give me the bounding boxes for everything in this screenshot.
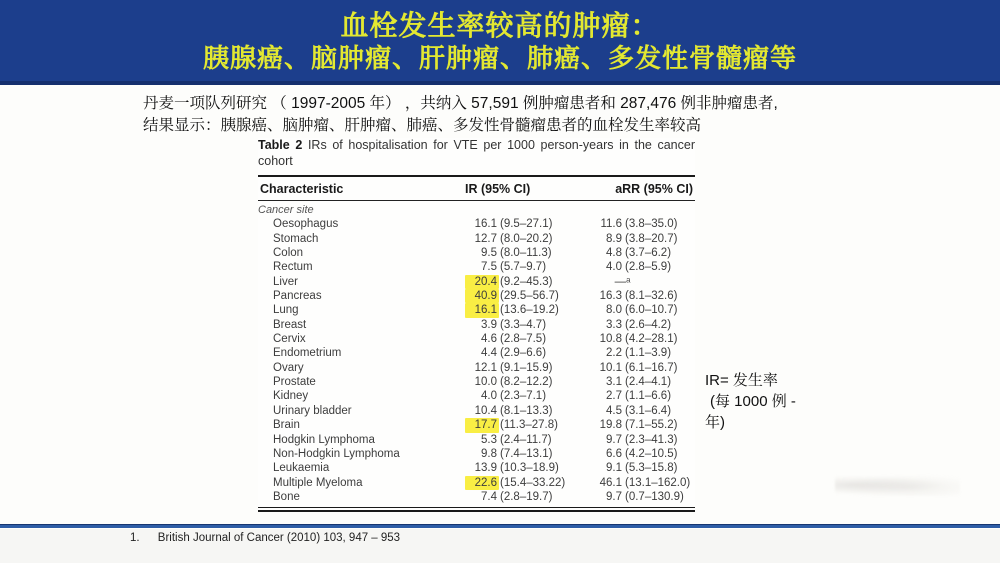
- row-arr-value: 3.1 (2.4–4.1): [606, 376, 672, 389]
- row-arr-value: 8.0 (6.0–10.7): [606, 304, 678, 317]
- row-ir-value: 40.9 (29.5–56.7): [453, 289, 578, 303]
- row-ir-value: [453, 203, 578, 217]
- table-row: [258, 260, 695, 274]
- row-ir-value: 10.0 (8.2–12.2): [474, 376, 553, 389]
- row-arr-value: 16.3 (8.1–32.6): [599, 290, 678, 303]
- row-ir-value: 4.6 (2.8–7.5): [481, 333, 547, 346]
- row-characteristic: Oesophagus: [273, 218, 339, 231]
- row-ir-value: 7.4 (2.8–19.7): [481, 490, 553, 503]
- row-characteristic: Lung: [273, 304, 299, 317]
- table-row: [258, 375, 695, 389]
- vte-table: [258, 138, 695, 512]
- table-row: [258, 275, 695, 289]
- ir-definition-note: [705, 370, 855, 433]
- row-characteristic: Rectum: [273, 261, 313, 274]
- table-row: [258, 476, 695, 490]
- row-ir-value: 17.7 (11.3–27.8): [453, 418, 578, 432]
- row-characteristic: Urinary bladder: [273, 404, 352, 417]
- intro-paragraph: [143, 93, 893, 136]
- slide-title-line1: 血栓发生率较高的肿瘤：: [340, 10, 660, 41]
- table-header-row: [258, 177, 695, 201]
- row-ir-value: 4.4 (2.9–6.6): [481, 347, 547, 360]
- ir-note-line3: 年): [705, 414, 725, 431]
- table-row: [258, 246, 695, 260]
- table-row: [258, 217, 695, 231]
- row-arr-value: 2.2 (1.1–3.9): [606, 347, 672, 360]
- row-characteristic: Cancer site: [258, 204, 314, 216]
- row-ir-value: 3.9 (3.3–4.7): [481, 318, 547, 331]
- row-arr-value: —ᵃ: [614, 275, 631, 288]
- row-characteristic: Multiple Myeloma: [273, 476, 363, 489]
- row-ir-value: 10.4 (8.1–13.3): [474, 404, 553, 417]
- table-row: [258, 346, 695, 360]
- table-row: [258, 447, 695, 461]
- row-ir-value: 5.3 (2.4–11.7): [481, 433, 552, 446]
- row-characteristic: Stomach: [273, 232, 319, 245]
- slide-title-line2: 胰腺癌、脑肿瘤、肝肿瘤、肺癌、多发性骨髓瘤等: [202, 43, 797, 73]
- row-characteristic: Kidney: [273, 390, 309, 403]
- row-arr-value: 11.6 (3.8–35.0): [600, 218, 678, 231]
- table-row: [258, 332, 695, 346]
- column-header-characteristic: Characteristic: [260, 182, 344, 196]
- column-header-arr: aRR (95% CI): [615, 182, 693, 196]
- row-arr-value: 8.9 (3.8–20.7): [606, 232, 678, 245]
- reference-citation: [130, 532, 400, 544]
- row-characteristic: Endometrium: [273, 347, 342, 360]
- table-row: [258, 289, 695, 303]
- row-ir-value: 20.4 (9.2–45.3): [453, 275, 578, 289]
- table-row: [258, 433, 695, 447]
- footer-divider-line: [0, 524, 1000, 528]
- row-ir-value: 13.9 (10.3–18.9): [474, 462, 559, 475]
- table-row: [258, 461, 695, 475]
- row-arr-value: 46.1 (13.1–162.0): [599, 476, 691, 489]
- row-characteristic: Bone: [273, 490, 300, 503]
- row-arr-value: 19.8 (7.1–55.2): [599, 419, 678, 432]
- row-ir-value: 16.1 (13.6–19.2): [453, 303, 578, 317]
- row-arr-value: 4.8 (3.7–6.2): [606, 247, 672, 260]
- table-row: [258, 318, 695, 332]
- column-header-ir: IR (95% CI): [465, 182, 531, 196]
- watermark: [835, 474, 960, 496]
- header-banner: [0, 0, 1000, 85]
- row-characteristic: Leukaemia: [273, 462, 330, 475]
- table-row: [258, 404, 695, 418]
- table-row: [258, 389, 695, 403]
- row-ir-value: 16.1 (9.5–27.1): [474, 218, 553, 231]
- row-arr-value: 6.6 (4.2–10.5): [606, 447, 678, 460]
- table-row: [258, 490, 695, 504]
- row-ir-value: 12.1 (9.1–15.9): [474, 361, 553, 374]
- row-ir-value: 7.5 (5.7–9.7): [481, 261, 547, 274]
- table-rule-bottom: [258, 507, 695, 512]
- row-arr-value: 4.0 (2.8–5.9): [606, 261, 672, 274]
- table-body: [258, 201, 695, 504]
- row-arr-value: 9.7 (0.7–130.9): [606, 490, 684, 503]
- row-arr-value: 3.3 (2.6–4.2): [606, 318, 672, 331]
- table-caption: [258, 138, 695, 169]
- row-ir-value: 4.0 (2.3–7.1): [481, 390, 547, 403]
- row-ir-value: 12.7 (8.0–20.2): [474, 232, 553, 245]
- row-arr-value: 4.5 (3.1–6.4): [606, 404, 672, 417]
- row-arr-value: 10.1 (6.1–16.7): [599, 361, 678, 374]
- row-arr-value: 9.1 (5.3–15.8): [606, 462, 678, 475]
- row-characteristic: Colon: [273, 247, 304, 260]
- row-characteristic: Brain: [273, 419, 300, 432]
- table-caption-label: Table 2: [258, 138, 303, 152]
- ir-note-line1: IR= 发生率: [705, 372, 778, 389]
- ir-note-line2: (每 1000 例 -: [710, 393, 796, 410]
- table-row: [258, 203, 695, 217]
- row-characteristic: Pancreas: [273, 290, 322, 303]
- table-row: [258, 232, 695, 246]
- row-characteristic: Liver: [273, 275, 298, 288]
- row-arr-value: 9.7 (2.3–41.3): [606, 433, 678, 446]
- table-row: [258, 418, 695, 432]
- row-characteristic: Hodgkin Lymphoma: [273, 433, 375, 446]
- table-row: [258, 361, 695, 375]
- row-characteristic: Ovary: [273, 361, 304, 374]
- intro-line2: 结果显示：胰腺癌、脑肿瘤、肝肿瘤、肺癌、多发性骨髓瘤患者的血栓发生率较高: [143, 116, 702, 134]
- row-ir-value: 22.6 (15.4–33.22): [453, 476, 578, 490]
- reference-number: 1.: [130, 532, 140, 544]
- row-ir-value: 9.8 (7.4–13.1): [481, 447, 553, 460]
- row-ir-value: 9.5 (8.0–11.3): [481, 247, 552, 260]
- row-arr-value: [578, 203, 695, 217]
- table-row: [258, 303, 695, 317]
- row-characteristic: Prostate: [273, 376, 316, 389]
- row-characteristic: Non-Hodgkin Lymphoma: [273, 447, 400, 460]
- row-arr-value: 10.8 (4.2–28.1): [599, 333, 678, 346]
- row-characteristic: Cervix: [273, 333, 306, 346]
- intro-line1: 丹麦一项队列研究 （ 1997-2005 年） ，共纳入 57,591 例肿瘤患者和 287,476 例非肿瘤患者,: [143, 95, 778, 112]
- row-characteristic: Breast: [273, 318, 307, 331]
- reference-text: British Journal of Cancer (2010) 103, 947 – 953: [157, 532, 401, 544]
- table-caption-text: IRs of hospitalisation for VTE per 1000 person-years in the cancer cohort: [258, 138, 695, 168]
- row-arr-value: 2.7 (1.1–6.6): [606, 390, 672, 403]
